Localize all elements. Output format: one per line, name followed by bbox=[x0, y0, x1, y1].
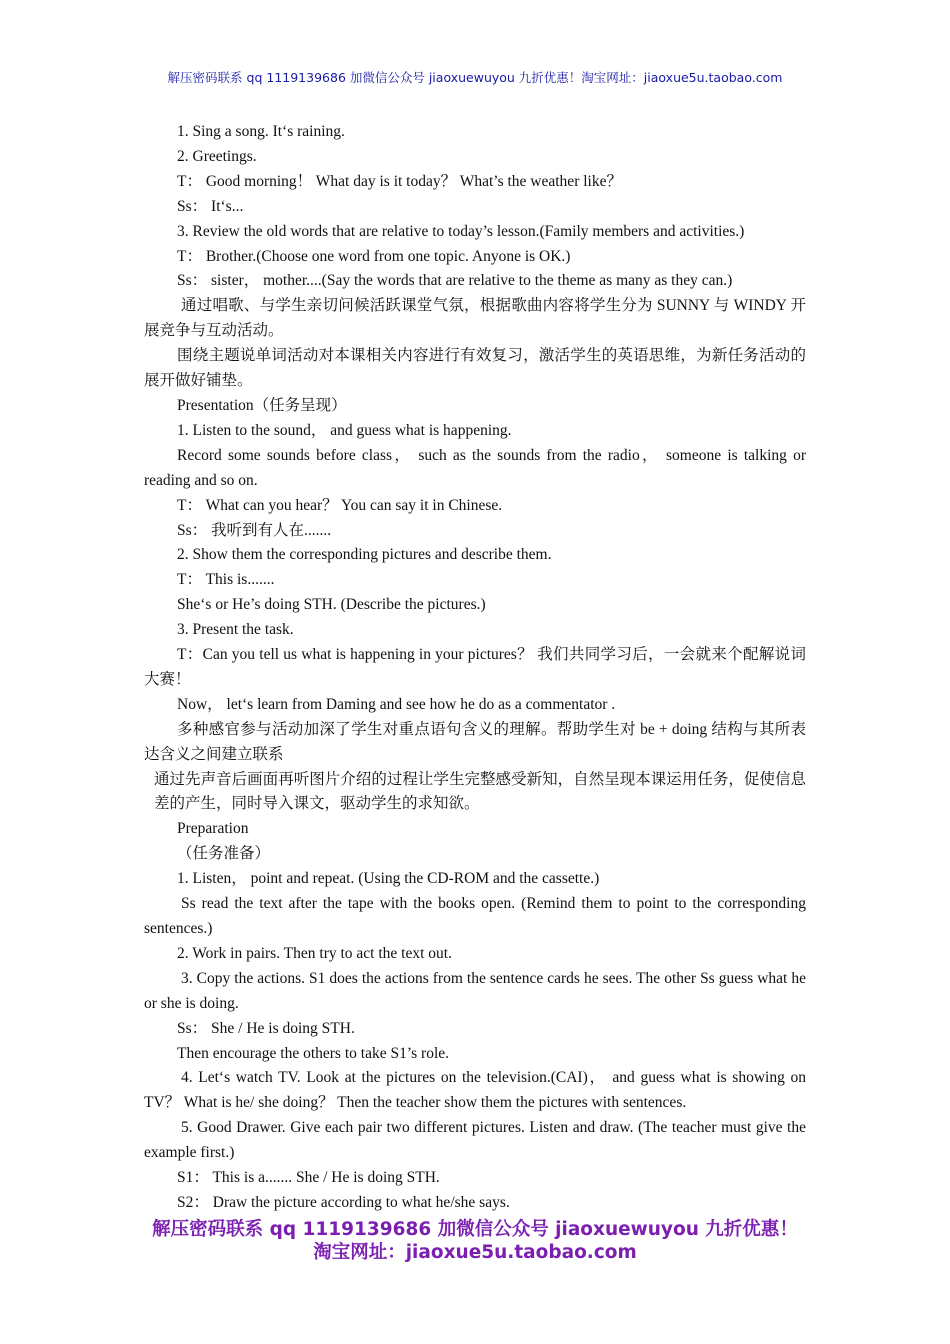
page-footer bbox=[0, 1218, 950, 1264]
text-paragraph: 多种感官参与活动加深了学生对重点语句含义的理解。帮助学生对 be + doing 结构与其所表达含义之间建立联系 bbox=[144, 720, 806, 763]
text-line: S2： Draw the picture according to what he/she says. bbox=[177, 1193, 510, 1211]
text-line: Ss： 我听到有人在....... bbox=[177, 521, 332, 539]
text-paragraph: 通过先声音后画面再听图片介绍的过程让学生完整感受新知，自然呈现本课运用任务，促使信息差的产生，同时导入课文，驱动学生的求知欲。 bbox=[154, 770, 806, 813]
text-line: Ss： sister， mother....(Say the words that are relative to the theme as many as they can.) bbox=[177, 272, 733, 290]
text-line: Now， let‘s learn from Daming and see how he do as a commentator . bbox=[177, 695, 616, 713]
text-line: T： This is....... bbox=[177, 571, 275, 589]
text-paragraph: 5. Good Drawer. Give each pair two different pictures. Listen and draw. (The teacher must give the example first.) bbox=[144, 1119, 806, 1162]
text-line: She‘s or He’s doing STH. (Describe the pictures.) bbox=[177, 596, 486, 614]
text-line: Ss： It‘s... bbox=[177, 197, 244, 215]
footer-line-1: 解压密码联系 qq 1119139686 加微信公众号 jiaoxuewuyou 九折优惠！ bbox=[152, 1219, 798, 1240]
text-line: 1. Listen to the sound， and guess what is happening. bbox=[177, 421, 512, 439]
text-line: Then encourage the others to take S1’s role. bbox=[177, 1044, 450, 1062]
text-line: Ss： She / He is doing STH. bbox=[177, 1019, 355, 1037]
text-line: T： Good morning！ What day is it today？ What’s the weather like？ bbox=[177, 172, 622, 190]
text-paragraph: Record some sounds before class， such as the sounds from the radio， someone is talking or reading and so on. bbox=[144, 446, 806, 489]
section-subheading: （任务准备） bbox=[177, 845, 271, 863]
text-line: 3. Present the task. bbox=[177, 621, 294, 639]
text-paragraph: Ss read the text after the tape with the books open. (Remind them to point to the corresponding sentences.) bbox=[144, 895, 806, 937]
text-line: 2. Show them the corresponding pictures and describe them. bbox=[177, 546, 552, 564]
text-paragraph: 3. Copy the actions. S1 does the actions from the sentence cards he sees. The other Ss guess what he or she is doing. bbox=[144, 969, 806, 1012]
text-line: S1： This is a....... She / He is doing STH. bbox=[177, 1169, 440, 1187]
text-line: T： What can you hear？ You can say it in Chinese. bbox=[177, 496, 503, 514]
text-line: 1. Listen， point and repeat. (Using the CD-ROM and the cassette.) bbox=[177, 870, 600, 888]
text-line: 3. Review the old words that are relative to today’s lesson.(Family members and activities.) bbox=[177, 222, 745, 240]
page-header: 解压密码联系 qq 1119139686 加微信公众号 jiaoxuewuyou 九折优惠！淘宝网址：jiaoxue5u.taobao.com bbox=[167, 70, 783, 85]
text-line: 2. Work in pairs. Then try to act the text out. bbox=[177, 944, 452, 962]
section-heading: Preparation bbox=[177, 820, 249, 838]
document-body bbox=[144, 120, 806, 1216]
text-paragraph: 4. Let‘s watch TV. Look at the pictures on the television.(CAI)， and guess what is showing on TV？ What is he/ she doing？ Then the teacher show them the pictures with sentences. bbox=[144, 1069, 806, 1112]
text-paragraph: T：Can you tell us what is happening in your pictures？ 我们共同学习后，一会就来个配解说词大赛！ bbox=[144, 646, 806, 688]
section-heading: Presentation（任务呈现） bbox=[177, 396, 347, 414]
text-line: 1. Sing a song. It‘s raining. bbox=[177, 123, 345, 140]
text-line: T： Brother.(Choose one word from one topic. Anyone is OK.) bbox=[177, 247, 571, 265]
footer-line-2: 淘宝网址：jiaoxue5u.taobao.com bbox=[313, 1242, 637, 1263]
text-paragraph: 通过唱歌、与学生亲切问候活跃课堂气氛，根据歌曲内容将学生分为 SUNNY 与 WINDY 开展竞争与互动活动。 bbox=[144, 297, 806, 340]
text-line: 2. Greetings. bbox=[177, 147, 257, 165]
text-paragraph: 围绕主题说单词活动对本课相关内容进行有效复习，激活学生的英语思维，为新任务活动的展开做好铺垫。 bbox=[144, 347, 806, 390]
